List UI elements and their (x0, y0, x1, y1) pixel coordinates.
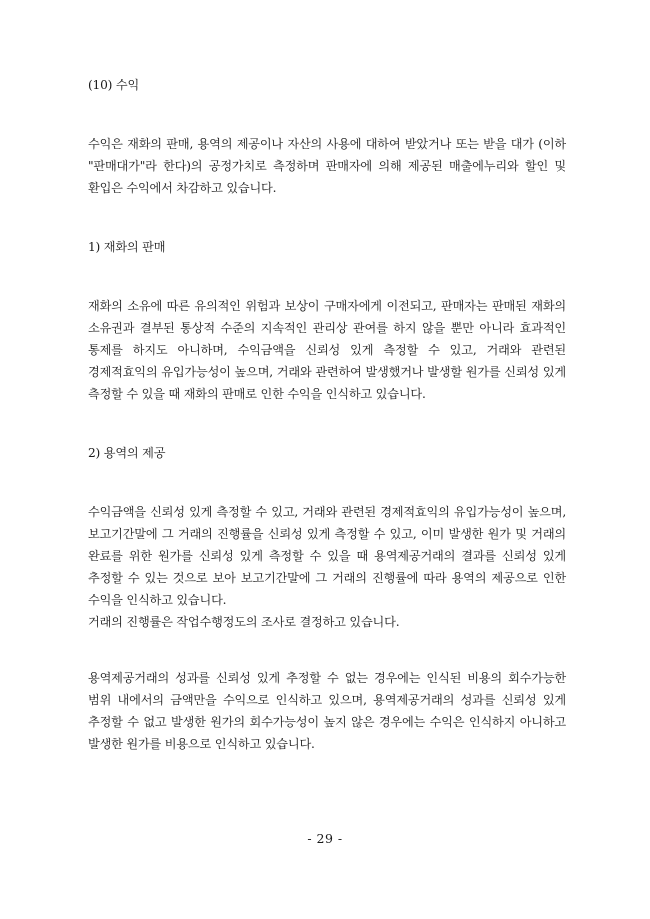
page-number: - 29 - (307, 831, 343, 846)
section-heading-revenue: (10) 수익 (88, 78, 140, 92)
section-heading-services: 2) 용역의 제공 (88, 446, 166, 460)
goods-paragraph: 재화의 소유에 따른 유의적인 위험과 보상이 구매자에게 이전되고, 판매자는 판매된 재화의 소유권과 결부된 통상적 수준의 지속적인 관리상 관여를 하지 않을 뿐만 아니라 효과적인 통제를 하지도 아니하며, 수익금액을 신뢰성 있게 측정할 수 있고, 거래와 관련된 경제적효익의 유입가능성이 높으며, 거래와 관련하여 발생했거나 발생할 원가를 신뢰성 있게 측정할 수 있을 때 재화의 판매로 인한 수익을 인식하고 있습니다. (88, 299, 566, 401)
section-heading-goods: 1) 재화의 판매 (88, 240, 166, 254)
services-paragraph-3: 용역제공거래의 성과를 신뢰성 있게 추정할 수 없는 경우에는 인식된 비용의 회수가능한 범위 내에서의 금액만을 수익으로 인식하고 있으며, 용역제공거래의 성과를 신뢰성 있게 추정할 수 없고 발생한 원가의 회수가능성이 높지 않은 경우에는 수익은 인식하지 아니하고 발생한 원가를 비용으로 인식하고 있습니다. (88, 671, 566, 751)
revenue-paragraph: 수익은 재화의 판매, 용역의 제공이나 자산의 사용에 대하여 받았거나 또는 받을 대가 (이하 "판매대가"라 한다)의 공정가치로 측정하며 판매자에 의해 제공된 매출에누리와 할인 및 환입은 수익에서 차감하고 있습니다. (88, 137, 566, 195)
services-paragraph-1: 수익금액을 신뢰성 있게 측정할 수 있고, 거래와 관련된 경제적효익의 유입가능성이 높으며, 보고기간말에 그 거래의 진행률을 신뢰성 있게 측정할 수 있고, 이미 발생한 원가 및 거래의 완료를 위한 원가를 신뢰성 있게 측정할 수 있을 때 용역제공거래의 결과를 신뢰성 있게 추정할 수 있는 것으로 보아 보고기간말에 그 거래의 진행률에 따라 용역의 제공으로 인한 수익을 인식하고 있습니다. (88, 505, 566, 607)
page-content (88, 74, 566, 755)
services-paragraph-2: 거래의 진행률은 작업수행정도의 조사로 결정하고 있습니다. (88, 615, 400, 629)
